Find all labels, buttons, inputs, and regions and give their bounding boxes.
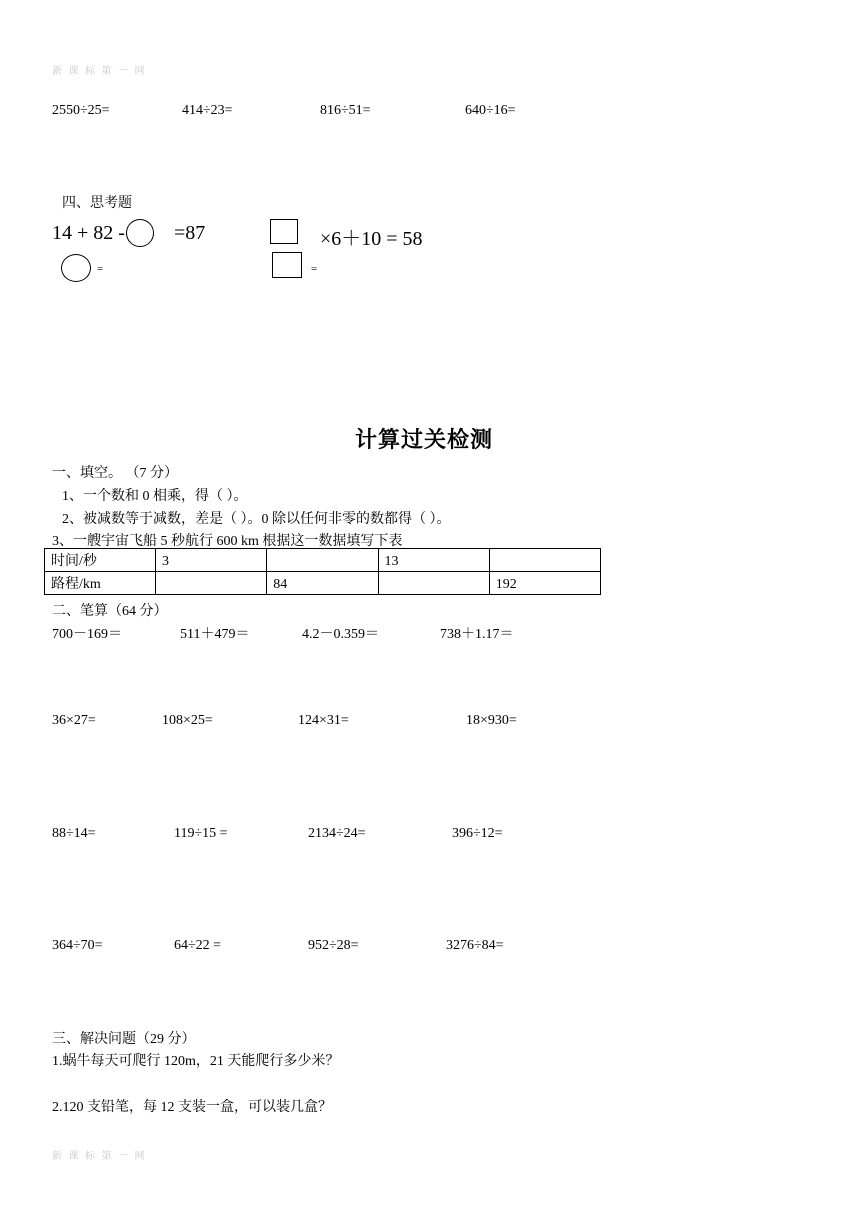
circle-answer-equals: = bbox=[97, 263, 104, 275]
table-cell[interactable] bbox=[267, 549, 378, 572]
table-cell[interactable]: 84 bbox=[267, 572, 378, 595]
section4-heading: 四、思考题 bbox=[62, 196, 132, 211]
eq1-right: =87 bbox=[174, 222, 206, 244]
section2-heading: 二、笔算（64 分） bbox=[52, 604, 168, 619]
footer-watermark: 新 课 标 第 一 网 bbox=[52, 1151, 147, 1162]
table-cell: 路程/km bbox=[45, 572, 156, 595]
table-cell[interactable] bbox=[156, 572, 267, 595]
calc-problem: 738＋1.17＝ bbox=[440, 627, 514, 642]
calc-problem: 36×27= bbox=[52, 713, 96, 728]
eq1-left: 14 + 82 - bbox=[52, 222, 125, 244]
table-row-time bbox=[45, 549, 601, 572]
top-problem-4: 640÷16= bbox=[465, 103, 516, 118]
square-answer-equals: = bbox=[311, 263, 318, 275]
fill-question-1: 1、一个数和 0 相乘，得（ ）。 bbox=[62, 489, 248, 504]
calc-problem: 119÷15 = bbox=[174, 826, 228, 841]
top-problem-3: 816÷51= bbox=[320, 103, 371, 118]
section3-heading: 三、解决问题（29 分） bbox=[52, 1032, 196, 1047]
fill-question-2: 2、被减数等于减数，差是（ ）。0 除以任何非零的数都得（ ）。 bbox=[62, 512, 451, 527]
table-cell: 时间/秒 bbox=[45, 549, 156, 572]
calc-problem: 511＋479＝ bbox=[180, 627, 250, 642]
calc-problem: 396÷12= bbox=[452, 826, 503, 841]
eq2-right: ×6＋10 = 58 bbox=[320, 228, 423, 250]
section1-heading: 一、填空。 （7 分） bbox=[52, 466, 178, 481]
page-title: 计算过关检测 bbox=[355, 428, 494, 453]
calc-problem: 108×25= bbox=[162, 713, 213, 728]
calc-problem: 3276÷84= bbox=[446, 938, 504, 953]
word-problem-1: 1.蜗牛每天可爬行 120m，21 天能爬行多少米？ bbox=[52, 1054, 340, 1069]
word-problem-2: 2.120 支铅笔，每 12 支装一盒，可以装几盒？ bbox=[52, 1100, 332, 1115]
table-row-distance bbox=[45, 572, 601, 595]
calc-problem: 18×930= bbox=[466, 713, 517, 728]
square-answer-blank[interactable] bbox=[272, 252, 302, 278]
table-cell[interactable]: 192 bbox=[489, 572, 600, 595]
top-problem-2: 414÷23= bbox=[182, 103, 233, 118]
calc-problem: 2134÷24= bbox=[308, 826, 366, 841]
calc-problem: 64÷22 = bbox=[174, 938, 222, 953]
calc-problem: 88÷14= bbox=[52, 826, 96, 841]
calc-problem: 124×31= bbox=[298, 713, 349, 728]
calc-problem: 952÷28= bbox=[308, 938, 359, 953]
eq1-circle-blank[interactable] bbox=[126, 219, 154, 247]
calc-problem: 364÷70= bbox=[52, 938, 103, 953]
calc-problem: 700－169＝ bbox=[52, 627, 122, 642]
table-cell[interactable]: 3 bbox=[156, 549, 267, 572]
top-problem-1: 2550÷25= bbox=[52, 103, 110, 118]
eq2-square-blank[interactable] bbox=[270, 219, 298, 244]
table-cell[interactable]: 13 bbox=[378, 549, 489, 572]
table-cell[interactable] bbox=[489, 549, 600, 572]
time-distance-table bbox=[44, 548, 601, 595]
fill-question-3: 3、一艘宇宙飞船 5 秒航行 600 km 根据这一数据填写下表 bbox=[52, 534, 403, 549]
table-cell[interactable] bbox=[378, 572, 489, 595]
calc-problem: 4.2－0.359＝ bbox=[302, 627, 379, 642]
circle-answer-blank[interactable] bbox=[61, 254, 91, 282]
header-watermark: 新 课 标 第 一 网 bbox=[52, 66, 147, 77]
